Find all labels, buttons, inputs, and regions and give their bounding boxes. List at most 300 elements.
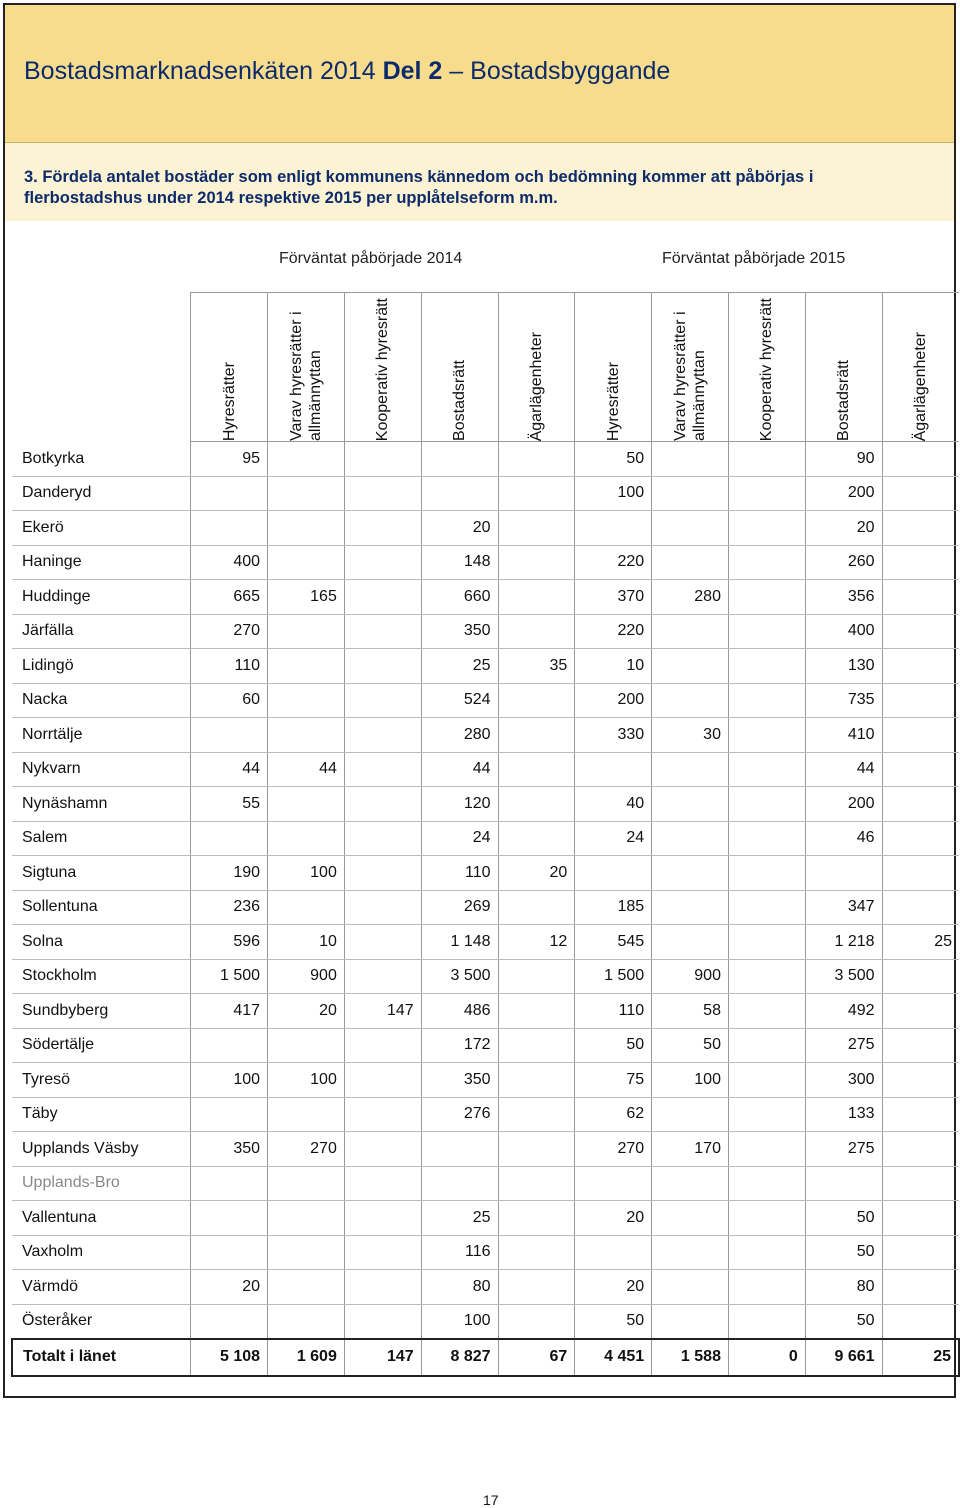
municipality-name: Danderyd xyxy=(12,476,191,511)
table-cell xyxy=(344,1270,421,1305)
column-header xyxy=(421,293,498,442)
table-cell xyxy=(882,959,959,994)
table-cell xyxy=(268,1028,345,1063)
table-row xyxy=(12,959,959,994)
table-cell: 350 xyxy=(421,1063,498,1098)
table-cell: 300 xyxy=(805,1063,882,1098)
table-cell: 3 500 xyxy=(421,959,498,994)
table-cell: 596 xyxy=(191,925,268,960)
column-header-label: Hyresrätter xyxy=(220,361,238,441)
table-cell: 200 xyxy=(805,787,882,822)
table-cell: 20 xyxy=(498,856,575,891)
table-cell: 44 xyxy=(191,752,268,787)
table-cell: 24 xyxy=(421,821,498,856)
table-cell: 24 xyxy=(575,821,652,856)
table-cell xyxy=(728,718,805,753)
table-cell: 100 xyxy=(268,1063,345,1098)
table-cell xyxy=(882,1132,959,1167)
municipality-name: Haninge xyxy=(12,545,191,580)
table-cell xyxy=(728,1270,805,1305)
municipality-name: Lidingö xyxy=(12,649,191,684)
table-cell xyxy=(652,545,729,580)
table-cell xyxy=(882,442,959,477)
table-cell xyxy=(498,580,575,615)
table-row xyxy=(12,821,959,856)
table-cell: 67 xyxy=(498,1339,575,1376)
table-cell xyxy=(882,787,959,822)
table-cell: 4 451 xyxy=(575,1339,652,1376)
table-cell xyxy=(728,442,805,477)
table-cell: 40 xyxy=(575,787,652,822)
table-row xyxy=(12,890,959,925)
table-cell: 545 xyxy=(575,925,652,960)
table-cell: 417 xyxy=(191,994,268,1029)
table-row xyxy=(12,1028,959,1063)
table-cell: 50 xyxy=(575,1304,652,1339)
municipality-name: Stockholm xyxy=(12,959,191,994)
table-cell: 200 xyxy=(805,476,882,511)
column-header xyxy=(268,293,345,442)
municipality-name: Österåker xyxy=(12,1304,191,1339)
group-header-2015: Förväntat påbörjade 2015 xyxy=(662,250,846,267)
table-cell: 410 xyxy=(805,718,882,753)
table-cell xyxy=(882,649,959,684)
table-cell xyxy=(344,1235,421,1270)
table-cell xyxy=(344,1201,421,1236)
table-cell: 5 108 xyxy=(191,1339,268,1376)
table-row xyxy=(12,925,959,960)
table-row xyxy=(12,856,959,891)
table-cell: 275 xyxy=(805,1132,882,1167)
table-cell xyxy=(268,442,345,477)
municipality-name: Sundbyberg xyxy=(12,994,191,1029)
table-row xyxy=(12,683,959,718)
table-cell: 110 xyxy=(575,994,652,1029)
table-cell: 8 827 xyxy=(421,1339,498,1376)
column-header xyxy=(805,293,882,442)
table-cell xyxy=(498,683,575,718)
table-cell xyxy=(498,718,575,753)
column-header-label: Kooperativ hyresrätt xyxy=(374,297,392,441)
table-cell xyxy=(882,1063,959,1098)
table-cell: 1 609 xyxy=(268,1339,345,1376)
table-cell: 1 148 xyxy=(421,925,498,960)
table-cell: 276 xyxy=(421,1097,498,1132)
table-cell xyxy=(882,1166,959,1201)
table-cell: 110 xyxy=(421,856,498,891)
table-cell xyxy=(652,1097,729,1132)
municipality-name: Vallentuna xyxy=(12,1201,191,1236)
table-cell xyxy=(728,787,805,822)
table-cell xyxy=(652,649,729,684)
municipality-name: Nykvarn xyxy=(12,752,191,787)
table-cell xyxy=(728,476,805,511)
table-cell xyxy=(498,959,575,994)
table-cell: 147 xyxy=(344,994,421,1029)
table-cell: 185 xyxy=(575,890,652,925)
municipality-name: Täby xyxy=(12,1097,191,1132)
table-cell xyxy=(498,1201,575,1236)
table-cell: 492 xyxy=(805,994,882,1029)
table-cell xyxy=(498,1270,575,1305)
table-cell xyxy=(652,821,729,856)
table-cell xyxy=(728,821,805,856)
table-cell xyxy=(728,959,805,994)
table-cell: 20 xyxy=(805,511,882,546)
table-row xyxy=(12,994,959,1029)
table-cell xyxy=(344,580,421,615)
table-cell xyxy=(268,1097,345,1132)
table-cell: 1 500 xyxy=(575,959,652,994)
table-row xyxy=(12,1304,959,1339)
table-cell: 116 xyxy=(421,1235,498,1270)
table-cell: 20 xyxy=(191,1270,268,1305)
table-cell xyxy=(882,1201,959,1236)
page-title xyxy=(24,57,670,86)
table-cell: 0 xyxy=(728,1339,805,1376)
table-cell: 170 xyxy=(652,1132,729,1167)
table-cell xyxy=(498,821,575,856)
table-cell: 30 xyxy=(652,718,729,753)
table-cell: 50 xyxy=(805,1235,882,1270)
table-cell xyxy=(191,1201,268,1236)
question-band xyxy=(5,143,954,221)
municipality-name: Sigtuna xyxy=(12,856,191,891)
table-cell: 400 xyxy=(191,545,268,580)
municipality-name: Totalt i länet xyxy=(12,1339,191,1376)
table-cell: 44 xyxy=(805,752,882,787)
table-cell: 400 xyxy=(805,614,882,649)
table-cell xyxy=(805,856,882,891)
municipality-name: Upplands-Bro xyxy=(12,1166,191,1201)
table-cell xyxy=(268,821,345,856)
table-cell xyxy=(652,856,729,891)
table-cell xyxy=(575,1235,652,1270)
table-cell xyxy=(344,1028,421,1063)
table-cell: 200 xyxy=(575,683,652,718)
table-cell xyxy=(652,1304,729,1339)
table-cell: 25 xyxy=(421,649,498,684)
table-cell xyxy=(344,683,421,718)
table-cell xyxy=(728,1028,805,1063)
table-row xyxy=(12,545,959,580)
table-cell: 50 xyxy=(575,1028,652,1063)
table-cell: 50 xyxy=(652,1028,729,1063)
table-cell xyxy=(652,511,729,546)
table-cell: 50 xyxy=(575,442,652,477)
table-cell xyxy=(344,442,421,477)
table-cell xyxy=(652,614,729,649)
table-cell xyxy=(498,511,575,546)
table-cell xyxy=(498,614,575,649)
table-cell xyxy=(882,752,959,787)
table-cell xyxy=(344,925,421,960)
group-header-2014: Förväntat påbörjade 2014 xyxy=(279,250,463,267)
table-cell xyxy=(344,511,421,546)
table-cell xyxy=(652,925,729,960)
table-cell: 80 xyxy=(805,1270,882,1305)
table-cell xyxy=(575,1166,652,1201)
table-cell xyxy=(728,614,805,649)
table-body xyxy=(12,442,959,1376)
table-cell xyxy=(268,718,345,753)
table-cell xyxy=(268,614,345,649)
table-cell xyxy=(268,787,345,822)
table-cell: 35 xyxy=(498,649,575,684)
table-cell: 110 xyxy=(191,649,268,684)
table-cell xyxy=(882,890,959,925)
table-cell xyxy=(728,856,805,891)
municipality-name: Tyresö xyxy=(12,1063,191,1098)
table-cell xyxy=(268,1304,345,1339)
table-cell xyxy=(344,959,421,994)
table-cell xyxy=(344,890,421,925)
total-row xyxy=(12,1339,959,1376)
table-cell xyxy=(421,1132,498,1167)
table-cell: 12 xyxy=(498,925,575,960)
table-cell: 900 xyxy=(268,959,345,994)
table-cell: 130 xyxy=(805,649,882,684)
municipality-name: Ekerö xyxy=(12,511,191,546)
title-part: – Bostadsbyggande xyxy=(449,57,671,85)
table-cell xyxy=(344,649,421,684)
table-cell: 90 xyxy=(805,442,882,477)
table-cell: 270 xyxy=(191,614,268,649)
municipality-name: Vaxholm xyxy=(12,1235,191,1270)
table-cell xyxy=(191,511,268,546)
table-cell: 20 xyxy=(421,511,498,546)
table-cell: 270 xyxy=(575,1132,652,1167)
municipality-name: Botkyrka xyxy=(12,442,191,477)
table-cell xyxy=(728,649,805,684)
table-row xyxy=(12,752,959,787)
column-header-label: Bostadsrätt xyxy=(451,360,469,441)
table-cell: 25 xyxy=(882,925,959,960)
table-cell: 1 500 xyxy=(191,959,268,994)
table-row xyxy=(12,442,959,477)
table-cell xyxy=(882,1235,959,1270)
table-cell xyxy=(652,1201,729,1236)
table-cell: 100 xyxy=(191,1063,268,1098)
table-cell xyxy=(882,718,959,753)
municipality-name: Sollentuna xyxy=(12,890,191,925)
municipality-name: Nynäshamn xyxy=(12,787,191,822)
table-cell xyxy=(882,580,959,615)
table-cell xyxy=(498,442,575,477)
table-row xyxy=(12,1166,959,1201)
table-cell xyxy=(344,718,421,753)
table-cell xyxy=(882,1097,959,1132)
column-header xyxy=(575,293,652,442)
table-row xyxy=(12,1097,959,1132)
table-cell xyxy=(882,1270,959,1305)
table-cell: 524 xyxy=(421,683,498,718)
table-cell: 44 xyxy=(421,752,498,787)
table-row xyxy=(12,614,959,649)
column-header-label: Varav hyresrätter i allmännyttan xyxy=(672,311,709,441)
table-cell xyxy=(498,545,575,580)
column-header-label: Ägarlägenheter xyxy=(527,331,545,441)
table-cell: 9 661 xyxy=(805,1339,882,1376)
table-cell xyxy=(268,1270,345,1305)
table-cell xyxy=(652,1270,729,1305)
table-cell xyxy=(344,545,421,580)
table-row xyxy=(12,1132,959,1167)
table-cell: 1 218 xyxy=(805,925,882,960)
table-cell xyxy=(728,545,805,580)
column-header xyxy=(728,293,805,442)
title-bold: Del 2 xyxy=(382,57,443,85)
table-cell xyxy=(498,1304,575,1339)
table-cell xyxy=(268,511,345,546)
question-text: 3. Fördela antalet bostäder som enligt kommunens kännedom och bedömning kommer att påbörjas i flerbostadshus under 2014 respektive 2015 per upplåtelseform m.m. xyxy=(24,168,814,207)
table-cell xyxy=(882,1028,959,1063)
table-cell: 735 xyxy=(805,683,882,718)
table-cell xyxy=(728,1166,805,1201)
column-header xyxy=(344,293,421,442)
table-cell: 190 xyxy=(191,856,268,891)
table-cell xyxy=(268,545,345,580)
table-cell: 665 xyxy=(191,580,268,615)
table-cell xyxy=(268,683,345,718)
column-header-label: Varav hyresrätter i allmännyttan xyxy=(287,311,324,441)
table-cell: 25 xyxy=(421,1201,498,1236)
table-cell xyxy=(882,511,959,546)
table-cell xyxy=(882,614,959,649)
table-cell: 270 xyxy=(268,1132,345,1167)
table-cell xyxy=(344,787,421,822)
table-cell: 330 xyxy=(575,718,652,753)
table-row xyxy=(12,580,959,615)
header-corner xyxy=(12,293,191,442)
table-cell xyxy=(421,1166,498,1201)
table-cell: 120 xyxy=(421,787,498,822)
table-cell: 356 xyxy=(805,580,882,615)
table-cell: 50 xyxy=(805,1201,882,1236)
table-cell xyxy=(344,1304,421,1339)
table-cell xyxy=(344,1132,421,1167)
table-cell xyxy=(575,856,652,891)
table-cell xyxy=(498,890,575,925)
table-cell xyxy=(344,752,421,787)
table-cell xyxy=(728,994,805,1029)
table-cell: 100 xyxy=(268,856,345,891)
table-cell: 900 xyxy=(652,959,729,994)
table-cell xyxy=(652,787,729,822)
table-cell: 280 xyxy=(421,718,498,753)
column-header xyxy=(652,293,729,442)
table-cell xyxy=(191,1166,268,1201)
table-cell xyxy=(344,476,421,511)
table-cell: 100 xyxy=(575,476,652,511)
table-cell: 165 xyxy=(268,580,345,615)
table-cell xyxy=(728,1304,805,1339)
table-cell xyxy=(728,1132,805,1167)
table-row xyxy=(12,1201,959,1236)
table-cell: 236 xyxy=(191,890,268,925)
table-cell: 75 xyxy=(575,1063,652,1098)
table-cell: 147 xyxy=(344,1339,421,1376)
table-cell xyxy=(344,1097,421,1132)
table-cell: 60 xyxy=(191,683,268,718)
table-cell xyxy=(882,545,959,580)
table-cell xyxy=(728,890,805,925)
table-cell: 20 xyxy=(575,1270,652,1305)
table-cell: 100 xyxy=(421,1304,498,1339)
table-cell xyxy=(498,787,575,822)
table-cell: 20 xyxy=(268,994,345,1029)
page-number: 17 xyxy=(483,1492,499,1508)
table-cell: 44 xyxy=(268,752,345,787)
title-part: Bostadsmarknadsenkäten 2014 xyxy=(24,57,376,85)
table-row xyxy=(12,511,959,546)
table-cell xyxy=(498,752,575,787)
table-cell xyxy=(652,1235,729,1270)
table-cell: 95 xyxy=(191,442,268,477)
table-cell xyxy=(728,1201,805,1236)
municipality-name: Nacka xyxy=(12,683,191,718)
column-header-label: Kooperativ hyresrätt xyxy=(758,297,776,441)
column-header xyxy=(882,293,959,442)
table-cell xyxy=(728,683,805,718)
column-header-label: Hyresrätter xyxy=(604,361,622,441)
table-cell xyxy=(882,476,959,511)
table-cell xyxy=(268,649,345,684)
table-cell xyxy=(882,1304,959,1339)
table-cell xyxy=(728,1063,805,1098)
municipality-name: Norrtälje xyxy=(12,718,191,753)
table-row xyxy=(12,1235,959,1270)
table-cell xyxy=(268,890,345,925)
table-cell xyxy=(882,683,959,718)
table-cell xyxy=(191,476,268,511)
table-cell xyxy=(344,821,421,856)
table-cell: 350 xyxy=(421,614,498,649)
table-cell xyxy=(421,442,498,477)
table-cell xyxy=(575,511,652,546)
table-cell xyxy=(191,718,268,753)
table-cell xyxy=(882,856,959,891)
table-cell xyxy=(728,1097,805,1132)
table-cell xyxy=(498,1166,575,1201)
column-header-label: Ägarlägenheter xyxy=(912,331,930,441)
table-row xyxy=(12,649,959,684)
table-cell xyxy=(191,1097,268,1132)
table-cell xyxy=(268,1201,345,1236)
table-cell xyxy=(652,442,729,477)
column-header xyxy=(498,293,575,442)
table-cell xyxy=(498,1235,575,1270)
table-cell: 220 xyxy=(575,614,652,649)
table-cell xyxy=(344,1063,421,1098)
table-cell: 20 xyxy=(575,1201,652,1236)
table-cell xyxy=(498,1063,575,1098)
table-cell: 220 xyxy=(575,545,652,580)
table-row xyxy=(12,787,959,822)
table-cell xyxy=(652,1166,729,1201)
table-cell: 10 xyxy=(575,649,652,684)
table-cell: 350 xyxy=(191,1132,268,1167)
table-row xyxy=(12,1270,959,1305)
table-cell xyxy=(268,476,345,511)
table-cell: 3 500 xyxy=(805,959,882,994)
table-cell xyxy=(805,1166,882,1201)
municipality-name: Värmdö xyxy=(12,1270,191,1305)
table-cell xyxy=(191,1304,268,1339)
table-cell xyxy=(421,476,498,511)
table-cell xyxy=(652,476,729,511)
table-cell xyxy=(575,752,652,787)
